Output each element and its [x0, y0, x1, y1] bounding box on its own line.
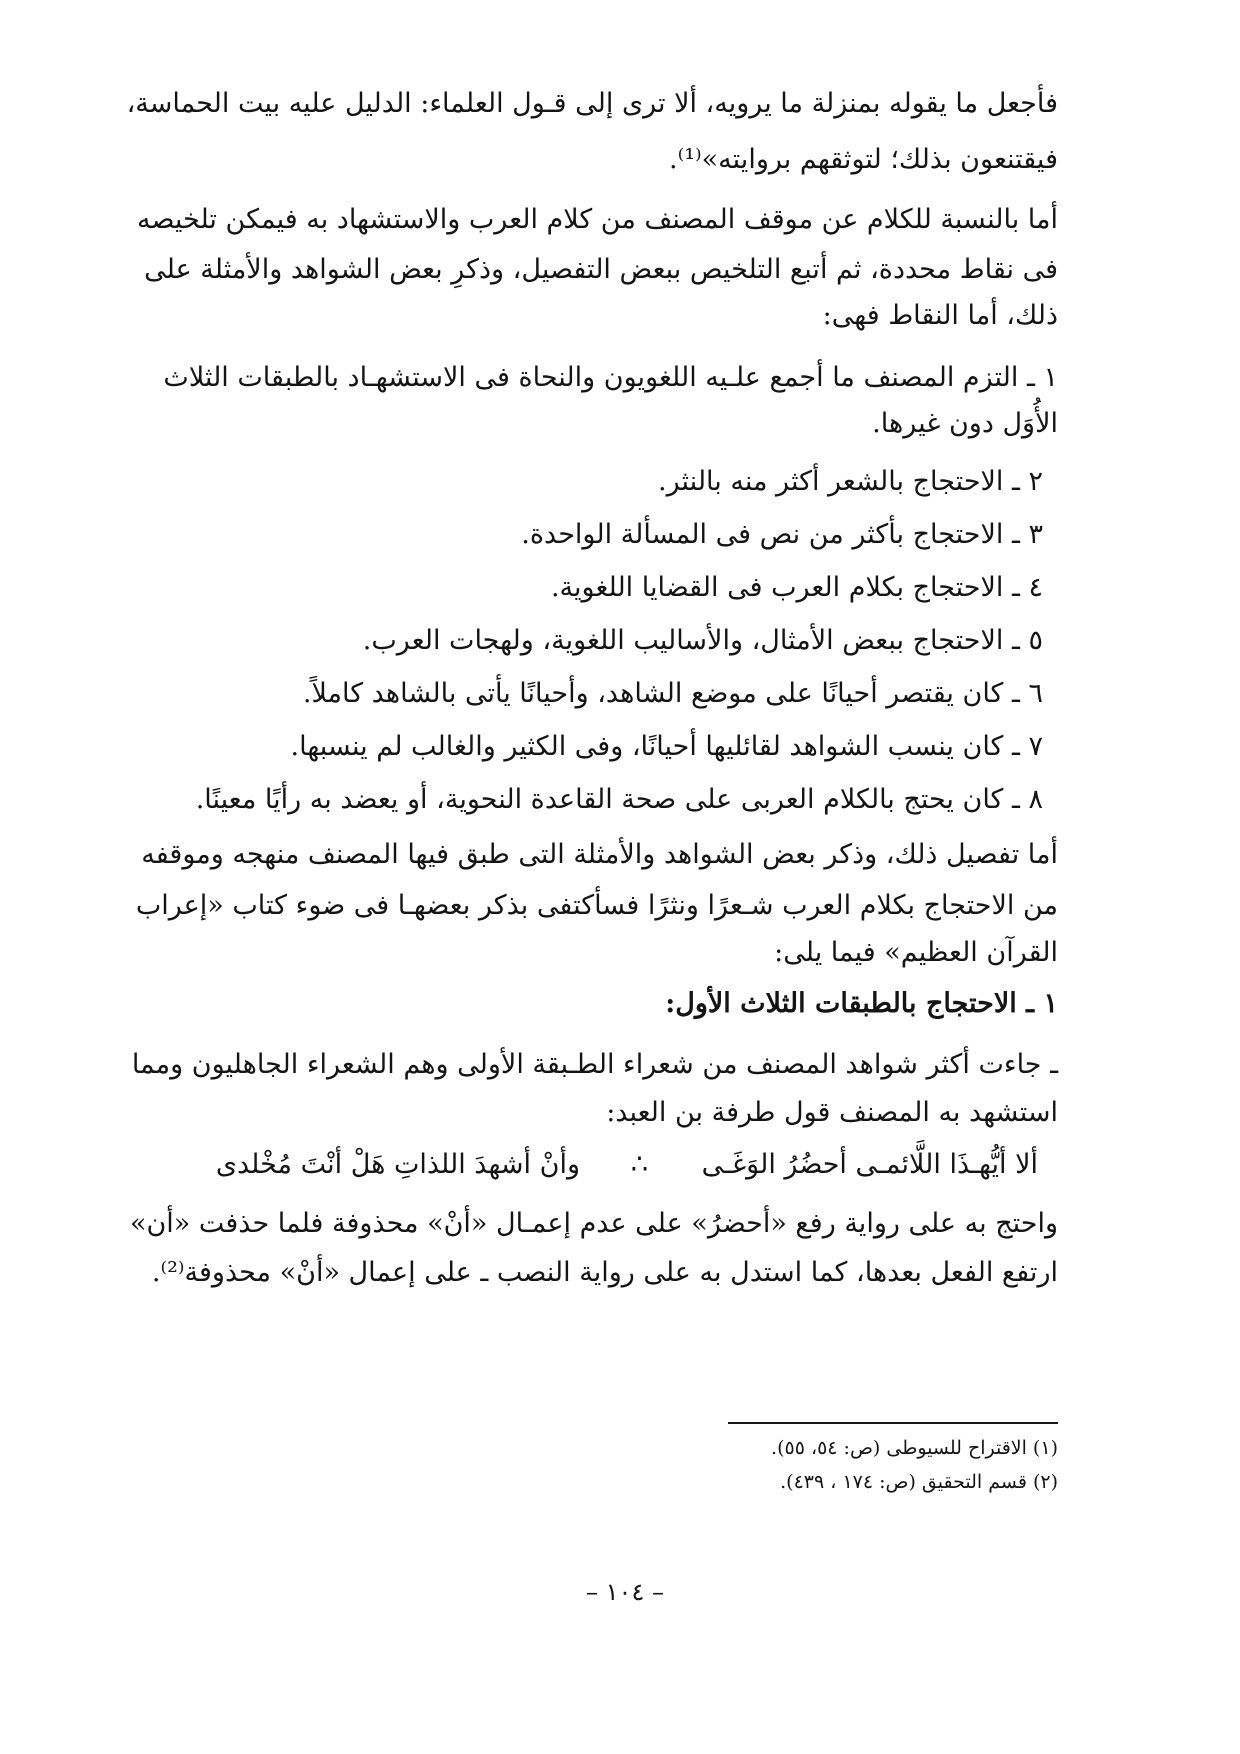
body-line-section-2: استشهد به المصنف قول طرفة بن العبد:	[606, 1097, 1058, 1128]
list-item-3: ٣ ـ الاحتجاج بأكثر من نص فى المسألة الواحدة.	[521, 519, 1043, 550]
verse-separator: ∴	[630, 1149, 648, 1180]
list-item-1-continuation: الأُوَل دون غيرها.	[872, 408, 1058, 439]
body-line-section-4: ارتفع الفعل بعدها، كما استدل به على رواية النصب ـ على إعمال «أنْ» محذوفة⁽²⁾.	[151, 1257, 1058, 1288]
verse-second-hemistich: وأنْ أشهدَ اللذاتِ هَلْ أنْتَ مُخْلدى	[215, 1149, 580, 1180]
footnote-2: (٢) قسم التحقيق (ص: ١٧٤ ، ٤٣٩).	[780, 1471, 1058, 1493]
list-item-6: ٦ ـ كان يقتصر أحيانًا على موضع الشاهد، وأحيانًا يأتى بالشاهد كاملاً.	[302, 678, 1043, 709]
body-line-detail-3: القرآن العظيم» فيما يلى:	[774, 937, 1058, 968]
body-line-detail-2: من الاحتجاج بكلام العرب شـعرًا ونثرًا فسأكتفى بذكر بعضهـا فى ضوء كتاب «إعراب	[135, 890, 1058, 921]
section-heading: ١ ـ الاحتجاج بالطبقات الثلاث الأول:	[665, 988, 1058, 1019]
list-item-5: ٥ ـ الاحتجاج ببعض الأمثال، والأساليب اللغوية، ولهجات العرب.	[362, 625, 1043, 656]
body-line-3: أما بالنسبة للكلام عن موقف المصنف من كلام العرب والاستشهاد به فيمكن تلخيصه	[137, 204, 1058, 235]
verse-first-hemistich: ألا أيُّهـذَا اللَّائمـى أحضُرُ الوَغَـى	[701, 1149, 1038, 1180]
list-item-1: ١ ـ التزم المصنف ما أجمع علـيه اللغويون والنحاة فى الاستشهـاد بالطبقات الثلاث	[163, 362, 1058, 393]
footnote-separator	[728, 1422, 1058, 1424]
body-line-section-3: واحتج به على رواية رفع «أحضرُ» على عدم إعمـال «أنْ» محذوفة فلما حذفت «أن»	[129, 1208, 1058, 1239]
body-line-detail-1: أما تفصيل ذلك، وذكر بعض الشواهد والأمثلة التى طبق فيها المصنف منهجه وموقفه	[141, 839, 1058, 870]
body-line-2: فيقتنعون بذلك؛ لتوثقهم بروايته»⁽¹⁾.	[668, 144, 1058, 175]
list-item-8: ٨ ـ كان يحتج بالكلام العربى على صحة القاعدة النحوية، أو يعضد به رأيًا معينًا.	[195, 784, 1043, 815]
footnote-1: (١) الاقتراح للسيوطى (ص: ٥٤، ٥٥).	[771, 1437, 1058, 1459]
page-number: – ١٠٤ –	[586, 1578, 664, 1606]
poetry-verse	[178, 1145, 1058, 1185]
list-item-4: ٤ ـ الاحتجاج بكلام العرب فى القضايا اللغوية.	[550, 572, 1043, 603]
list-item-7: ٧ ـ كان ينسب الشواهد لقائليها أحيانًا، وفى الكثير والغالب لم ينسبها.	[290, 731, 1043, 762]
list-item-2: ٢ ـ الاحتجاج بالشعر أكثر منه بالنثر.	[658, 466, 1043, 497]
body-line-section-1: ـ جاءت أكثر شواهد المصنف من شعراء الطـبقة الأولى وهم الشعراء الجاهليون ومما	[131, 1049, 1058, 1080]
body-line-1: فأجعل ما يقوله بمنزلة ما يرويه، ألا ترى إلى قـول العلماء: الدليل عليه بيت الحماسة،	[126, 88, 1058, 119]
body-line-5: ذلك، أما النقاط فهى:	[822, 300, 1058, 331]
body-line-4: فى نقاط محددة، ثم أتبع التلخيص ببعض التفصيل، وذكرِ بعض الشواهد والأمثلة على	[144, 254, 1058, 285]
